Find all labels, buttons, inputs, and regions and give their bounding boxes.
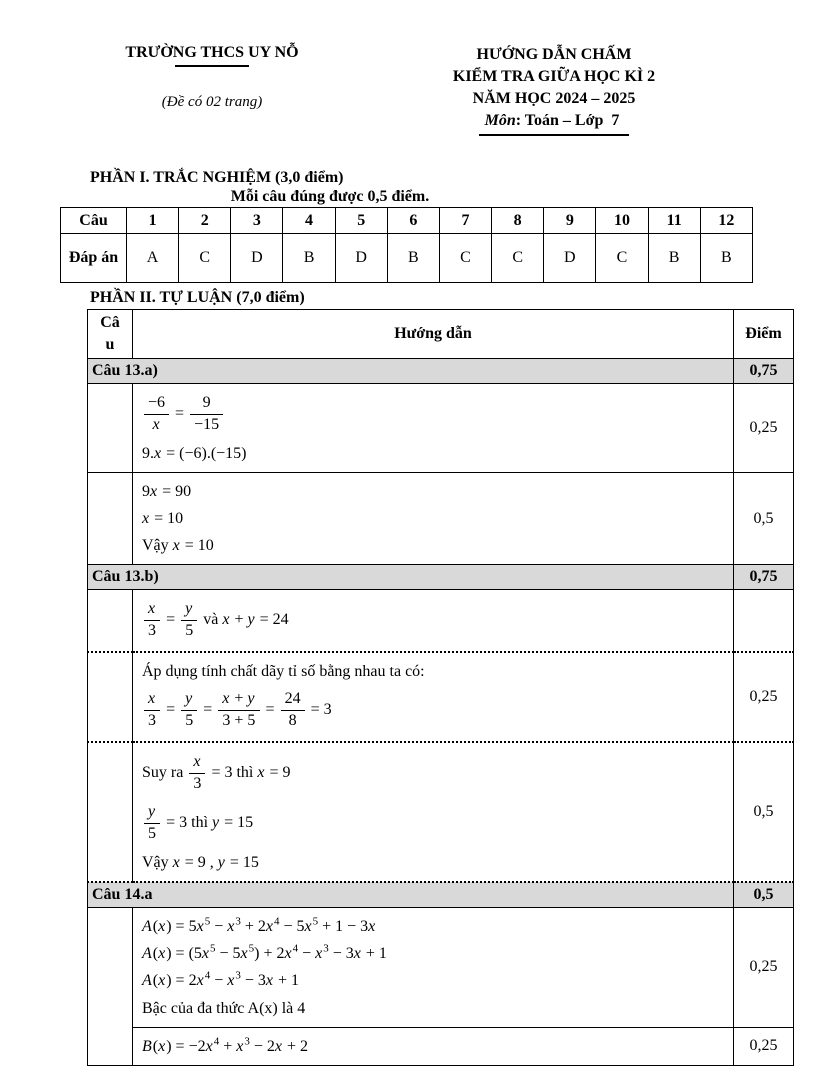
mcq-question-cell: 8: [492, 208, 544, 234]
question-number-cell: [88, 590, 133, 652]
doc-title-line3: NĂM HỌC 2024 – 2025: [472, 90, 636, 107]
mcq-answer-cell: B: [283, 234, 335, 283]
mcq-question-cell: 7: [439, 208, 491, 234]
score-cell: 0,5: [734, 472, 794, 565]
solution-line: $\frac{x}{3}$ = $\frac{y}{5}$ và x + y = 24: [142, 597, 727, 644]
mcq-question-cell: 12: [700, 208, 752, 234]
fraction: $\frac{x}{3}$: [144, 599, 160, 642]
essay-answer-table: [87, 309, 794, 1066]
question-number-cell: [88, 742, 133, 882]
mcq-answer-cell: D: [544, 234, 596, 283]
mcq-answer-cell: C: [179, 234, 231, 283]
solution-line: Áp dụng tính chất dãy tỉ số bằng nhau ta có:: [142, 662, 425, 680]
question-number-cell: [88, 472, 133, 565]
fraction: $\frac{y}{5}$: [181, 689, 197, 732]
mcq-row2-label: Đáp án: [61, 234, 127, 283]
essay-table-body: [88, 359, 794, 1066]
essay-col-diem: Điểm: [734, 310, 794, 359]
mcq-table-body: [61, 208, 753, 283]
mcq-answer-cell: C: [596, 234, 648, 283]
essay-content-row: [88, 472, 794, 565]
solution-line: $A(x) = 2x^4 - x^3 - 3x + 1$: [142, 970, 299, 990]
solution-cell: [133, 908, 734, 1028]
essay-col-cau: Câu: [88, 310, 133, 359]
document-header: [0, 44, 816, 136]
school-name: TRƯỜNG THCS UY NỖ: [125, 44, 299, 61]
fraction: $\frac{24}{8}$: [281, 689, 305, 732]
solution-cell: [133, 384, 734, 473]
question-number-cell: [88, 384, 133, 473]
mcq-question-cell: 11: [648, 208, 700, 234]
mcq-question-cell: 9: [544, 208, 596, 234]
essay-header-row: [88, 310, 794, 359]
mcq-answer-cell: B: [700, 234, 752, 283]
mcq-answer-cell: C: [492, 234, 544, 283]
mcq-question-cell: 5: [335, 208, 387, 234]
section-label: Câu 13.a): [88, 359, 734, 384]
fraction: $\frac{x}{3}$: [189, 752, 205, 795]
solution-line: 9.x = (−6).(−15): [142, 444, 247, 462]
essay-content-row: [88, 742, 794, 882]
essay-content-row: [88, 908, 794, 1028]
mcq-question-cell: 6: [387, 208, 439, 234]
essay-content-row: [88, 590, 794, 652]
solution-cell: [133, 742, 734, 882]
subject-line: [388, 110, 720, 136]
fraction: $\frac{-6}{x}$: [144, 393, 169, 436]
score-cell: 0,25: [734, 384, 794, 473]
doc-title-line2: KIỂM TRA GIỮA HỌC KÌ 2: [452, 68, 656, 85]
fraction: $\frac{x + y}{3 + 5}$: [218, 689, 259, 732]
essay-content-row: [88, 652, 794, 742]
solution-cell: [133, 590, 734, 652]
solution-line: $B(x) = -2x^4 + x^3 - 2x + 2$: [142, 1035, 309, 1055]
section-label: Câu 13.b): [88, 565, 734, 590]
fraction: $\frac{x}{3}$: [144, 689, 160, 732]
mcq-answer-cell: A: [127, 234, 179, 283]
solution-line: $A(x) = (5x^5 - 5x^5) + 2x^4 - x^3 - 3x + 1$: [142, 942, 387, 963]
mcq-question-cell: 3: [231, 208, 283, 234]
mcq-question-row: [61, 208, 753, 234]
essay-content-row: [88, 1027, 794, 1065]
score-cell: [734, 590, 794, 652]
solution-line: 9x = 90: [142, 482, 192, 500]
mcq-answer-cell: B: [648, 234, 700, 283]
part2-heading: PHẦN II. TỰ LUẬN (7,0 điểm): [90, 289, 305, 306]
mcq-answer-cell: B: [387, 234, 439, 283]
subject-value: : Toán – Lớp 7: [515, 112, 620, 129]
section-label: Câu 14.a: [88, 882, 734, 908]
header-left: [62, 44, 362, 111]
mcq-question-cell: 2: [179, 208, 231, 234]
section-score: 0,75: [734, 359, 794, 384]
subject-underline: [479, 110, 630, 136]
header-right: [388, 44, 720, 136]
mcq-row1-label: Câu: [61, 208, 127, 234]
solution-line: $\frac{y}{5}$ = 3 thì y = 15: [142, 800, 727, 847]
solution-line: $A(x) = 5x^5 - x^3 + 2x^4 - 5x^5 + 1 - 3x$: [142, 915, 376, 936]
essay-section-row: [88, 565, 794, 590]
mcq-answer-row: [61, 234, 753, 283]
question-number-cell: [88, 908, 133, 1066]
essay-content-row: [88, 384, 794, 473]
essay-col-huongdan: Hướng dẫn: [133, 310, 734, 359]
score-cell: 0,5: [734, 742, 794, 882]
essay-section-row: [88, 882, 794, 908]
solution-line: $\frac{x}{3}$ = $\frac{y}{5}$ = $\frac{x + y}{3 + 5}$ = $\frac{24}{8}$ = 3: [142, 687, 727, 734]
solution-line: x = 10: [142, 509, 184, 527]
score-cell: 0,25: [734, 908, 794, 1028]
score-cell: 0,25: [734, 1027, 794, 1065]
mcq-answer-cell: C: [439, 234, 491, 283]
mcq-question-cell: 10: [596, 208, 648, 234]
mcq-question-cell: 1: [127, 208, 179, 234]
fraction: $\frac{y}{5}$: [144, 802, 160, 845]
solution-cell: [133, 472, 734, 565]
part1-note: Mỗi câu đúng được 0,5 điểm.: [230, 188, 430, 205]
solution-cell: [133, 1027, 734, 1065]
mcq-answer-cell: D: [231, 234, 283, 283]
question-number-cell: [88, 652, 133, 742]
solution-line: Vậy x = 10: [142, 537, 214, 555]
section-score: 0,5: [734, 882, 794, 908]
fraction: $\frac{9}{-15}$: [190, 393, 223, 436]
fraction: $\frac{y}{5}$: [181, 599, 197, 642]
mcq-answer-cell: D: [335, 234, 387, 283]
subject-label: Môn: [484, 112, 516, 129]
mcq-question-cell: 4: [283, 208, 335, 234]
mcq-answer-table: [60, 207, 753, 283]
part1-heading: PHẦN I. TRẮC NGHIỆM (3,0 điểm): [90, 169, 344, 186]
pages-note: (Đề có 02 trang): [161, 94, 263, 110]
solution-line: Suy ra $\frac{x}{3}$ = 3 thì x = 9: [142, 750, 727, 797]
school-underline: [175, 65, 249, 67]
solution-line: Bậc của đa thức A(x) là 4: [142, 999, 306, 1017]
solution-cell: [133, 652, 734, 742]
score-cell: 0,25: [734, 652, 794, 742]
section-score: 0,75: [734, 565, 794, 590]
solution-line: $\frac{-6}{x}$ = $\frac{9}{-15}$: [142, 391, 727, 438]
essay-section-row: [88, 359, 794, 384]
doc-title-line1: HƯỚNG DẪN CHẤM: [476, 46, 632, 63]
solution-line: Vậy x = 9 , y = 15: [142, 853, 259, 871]
